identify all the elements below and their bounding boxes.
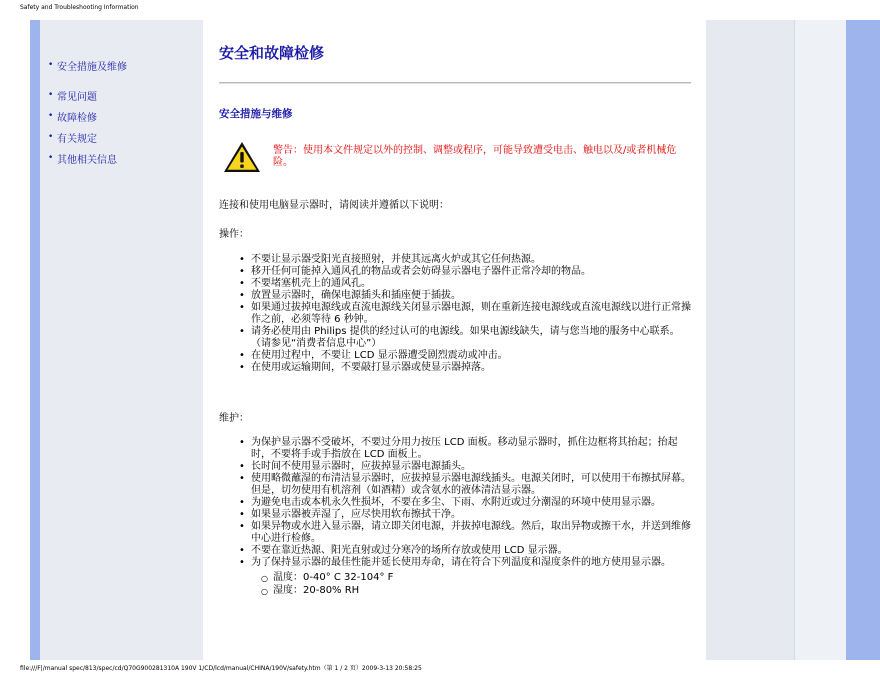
operations-heading: 操作：: [219, 229, 249, 240]
sidebar-item-label[interactable]: 有关规定: [57, 133, 97, 145]
warning-icon: [222, 140, 262, 174]
list-item: • 不要堵塞机壳上的通风孔。: [239, 278, 371, 289]
circle-bullet-icon: ○: [261, 587, 268, 596]
page-title: 安全和故障检修: [219, 44, 325, 62]
bullet-icon: •: [48, 111, 54, 121]
section-title: 安全措施与维修: [219, 108, 293, 120]
circle-bullet-icon: ○: [261, 574, 268, 583]
conditions-list: [261, 571, 691, 597]
intro-text: 连接和使用电脑显示器时，请阅读并遵循以下说明：: [219, 200, 449, 211]
list-item: • 在使用过程中，不要让 LCD 显示器遭受剧烈震动或冲击。: [239, 350, 508, 361]
sidebar-item-faq[interactable]: [48, 88, 198, 102]
title-divider: [219, 82, 691, 84]
condition-humidity: ○ 湿度：20-80% RH: [261, 585, 360, 596]
right-blue-band: [846, 20, 880, 660]
maintenance-heading: 维护：: [219, 413, 249, 424]
operations-list: [239, 254, 691, 374]
sidebar-item-label[interactable]: 其他相关信息: [57, 154, 117, 166]
list-item: • 为保护显示器不受破坏，不要过分用力按压 LCD 面板。移动显示器时，抓住边框将其抬起；抬起时，不要将手或手指放在 LCD 面板上。: [239, 437, 678, 460]
list-item: • 使用略微蘸湿的布清洁显示器时，应拔掉显示器电源线插头。电源关闭时，可以使用干布擦拭屏幕。但是，切勿使用有机溶剂（如酒精）或含氨水的液体清洁显示器。: [239, 473, 691, 496]
sidebar-item-other-info[interactable]: [48, 151, 198, 165]
condition-temperature: ○ 温度：0-40° C 32-104° F: [261, 572, 394, 583]
left-blue-band: [30, 20, 40, 660]
sidebar-item-safety[interactable]: [48, 58, 198, 72]
print-header: Safety and Troubleshooting Information: [20, 4, 139, 11]
bullet-icon: •: [48, 132, 54, 142]
list-item: • 不要在靠近热源、阳光直射或过分寒冷的场所存放或使用 LCD 显示器。: [239, 545, 568, 556]
right-panel-2: [794, 20, 846, 660]
warning-text: 警告：使用本文件规定以外的控制、调整或程序，可能导致遭受电击、触电以及/或者机械危险。: [273, 145, 677, 168]
list-item: • 放置显示器时，确保电源插头和插座便于插拔。: [239, 290, 461, 301]
sidebar-item-regulatory[interactable]: [48, 130, 198, 144]
list-item: • 为避免电击或本机永久性损坏，不要在多尘、下雨、水附近或过分潮湿的环境中使用显示器。: [239, 497, 661, 508]
right-panel-1: [706, 20, 794, 660]
list-item: • 如果通过拔掉电源线或直流电源线关闭显示器电源，则在重新连接电源线或直流电源线以进行正常操作之前，必须等待 6 秒钟。: [239, 302, 691, 325]
list-item: • 在使用或运输期间，不要敲打显示器或使显示器掉落。: [239, 362, 491, 373]
list-item: • 长时间不使用显示器时，应拔掉显示器电源插头。: [239, 461, 471, 472]
list-item: • 如果异物或水进入显示器，请立即关闭电源，并拔掉电源线。然后，取出异物或擦干水，并送到维修中心进行检修。: [239, 521, 691, 544]
sidebar-item-label[interactable]: 故障检修: [57, 112, 97, 124]
maintenance-list: [239, 437, 691, 597]
list-item: • 请务必使用由 Philips 提供的经过认可的电源线。如果电源线缺失，请与您当地的服务中心联系。（请参见“消费者信息中心”）: [239, 326, 680, 349]
sidebar-item-label[interactable]: 常见问题: [57, 91, 97, 103]
list-item: • 移开任何可能掉入通风孔的物品或者会妨碍显示器电子器件正常冷却的物品。: [239, 266, 591, 277]
bullet-icon: •: [48, 60, 54, 70]
list-item: • 为了保持显示器的最佳性能并延长使用寿命，请在符合下列温度和湿度条件的地方使用显示器。 ○ 温度：0-40° C 32-104° F ○ 湿度：20-80% RH: [251, 557, 691, 597]
bullet-icon: •: [48, 153, 54, 163]
sidebar-nav: [48, 58, 198, 172]
sidebar-item-troubleshooting[interactable]: [48, 109, 198, 123]
sidebar-item-label[interactable]: 安全措施及维修: [57, 61, 127, 73]
list-item: • 如果显示器被弄湿了，应尽快用软布擦拭干净。: [239, 509, 461, 520]
bullet-icon: •: [48, 90, 54, 100]
list-item: • 不要让显示器受阳光直接照射，并使其远离火炉或其它任何热源。: [239, 254, 541, 265]
print-footer: file:///F|/manual spec/813/spec/cd/Q70G900281310A 190V 1/CD/lcd/manual/CHINA/190V/safety.htm（第 1 / 2 页）2009-3-13 20:58:25: [20, 665, 422, 672]
